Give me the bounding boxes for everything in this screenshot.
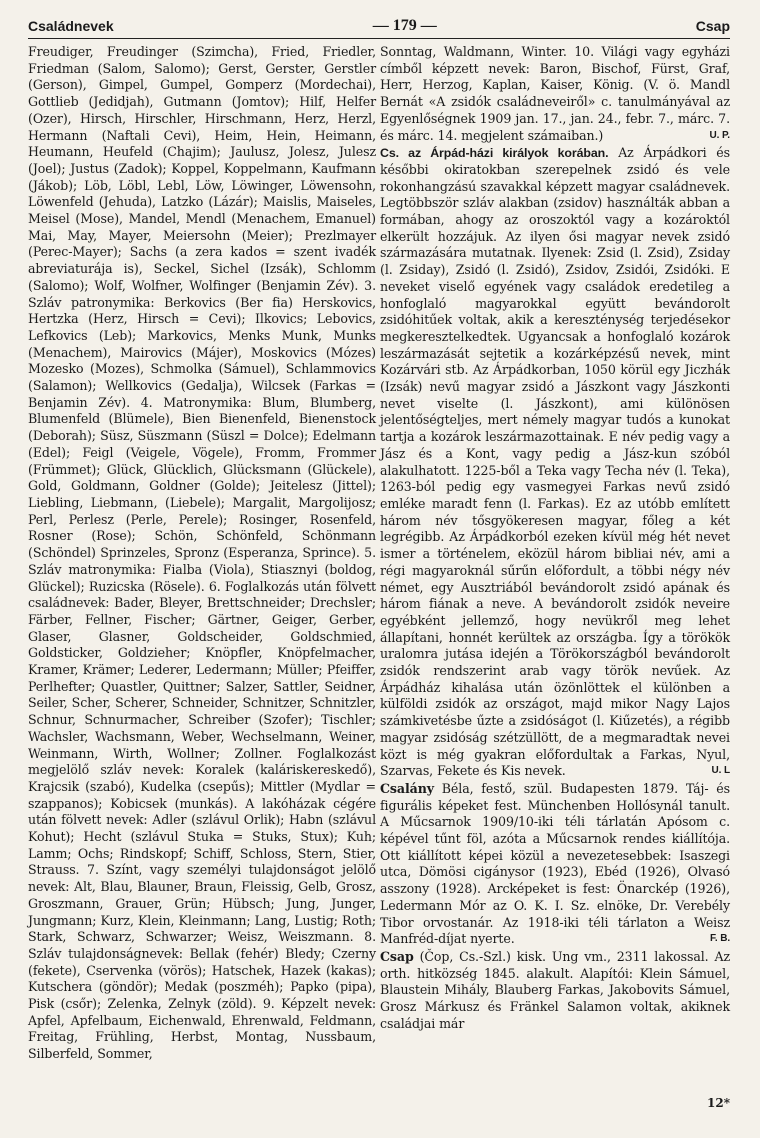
entry-csalany [380,781,730,948]
author-signature: U. L [711,765,730,777]
signature-mark: 12* [707,1096,730,1110]
header-keyword: Csap [695,18,730,34]
entry-title: Cs. az Árpád-házi királyok korában. [380,146,609,161]
entry-title: Csap [380,948,414,964]
entry-text: (Čop, Cs.-Szl.) kisk. Ung vm., 2311 lakossal. Az orth. hitközség 1845. alakult. Alapítói: Klein Sámuel, Blaustein Mihály, Blauberg Farkas, Jakobovits Sámuel, Grosz Márkusz és Fränkel Salamon voltak, akiknek családjai már [380,948,730,1031]
left-column-text: Freudiger, Freudinger (Szimcha), Fried, Friedler, Friedman (Salom, Salomo); Gerst, Gerster, Gerstler (Gerson), Gimpel, Gumpel, Gomperz (Mordechai), Gottlieb (Jedidjah), Gutmann (Jomtov); Hilf, Helfer (Ozer), Hirsch, Hirschler, Hirschmann, Herz, Herzl, Hermann (Naftali Cevi), Heim, Hein, Heimann, Heumann, Heufeld (Chajim); Jaulusz, Jolesz, Julesz (Joel); Justus (Zadok); Koppel, Koppelmann, Kaufmann (Jákob); Löb, Löbl, Lebl, Löw, Löwinger, Löwensohn, Löwenfeld (Jehuda), Latzko (Lázár); Maislis, Maiseles, Meisel (Mose), Mandel, Mendl (Menachem, Emanuel) Mai, May, Mayer, Meiersohn (Meier); Prezlmayer (Perec-Mayer); Sachs (a zera kados = szent ivadék abreviaturája is), Seckel, Sichel (Izsák), Schlomm (Salomo); Wolf, Wolfner, Wolfinger (Benjamin Zév). 3. Szláv patronymika: Berkovics (Ber fia) Herskovics, Hertzka (Herz, Hirsch = Cevi); Ilkovics; Lebovics, Lefkovics (Leb); Markovics, Menks Munk, Munks (Menachem), Mairovics (Májer), Moskovics (Mózes) Mozesko (Mozes), Schmolka (Sámuel), Schlammovics (Salamon); Wellkovics (Gedalja), Wilcsek (Farkas = Benjamin Zév). 4. Matronymika: Blum, Blumberg, Blumenfeld (Blümele), Bien Bienenfeld, Bienenstock (Deborah); Süsz, Süszmann (Süszl = Dolce); Edelmann (Edel); Feigl (Veigele, Vögele), Fromm, Frommer (Frümmet); Glück, Glücklich, Glücksmann (Glückele), Gold, Goldmann, Goldner (Golde); Jeitelesz (Jittel); Liebling, Liebmann, (Liebele); Margalit, Margolijosz; Perl, Perlesz (Perle, Perele); Rosinger, Rosenfeld, Rosner (Rose); Schön, Schönfeld, Schönmann (Schöndel) Sprinzeles, Spronz (Esperanza, Sprince). 5. Szláv matronymika: Fialba (Viola), Stiasznyi (boldog, Glückel); Ruzicska (Rösele). 6. Foglalkozás után fölvett családnevek: Bader, Bleyer, Brettschneider; Drechsler; Färber, Fellner, Fischer; Gärtner, Geiger, Gerber, Glaser, Glasner, Goldscheider, Goldschmied, Goldsticker, Goldzieher; Knöpfler, Knöpfelmacher, Kramer, Krämer; Lederer, Ledermann; Müller; Pfeiffer, Perlhefter; Quastler, Quittner; Salzer, Sattler, Seidner, Seiler, Scher, Scherer, Schneider, Schnitzer, Schnitzler, Schnur, Schnurmacher, Schreiber (Szofer); Tischler; Wachsler, Wachsmann, Weber, Wechselmann, Weiner, Weinmann, Wirth, Wollner; Zollner. Foglalkozást megjelölő szláv nevek: Koralek (kaláriskereskedő), Krajcsik (szabó), Kudelka (csepűs); Mittler (Mydlar = szappanos); Kobicsek (munkás). A lakóházak cégére után fölvett nevek: Adler (szlávul Orlik); Habn (szlávul Kohut); Hecht (szlávul Stuka = Stuks, Stux); Kuh; Lamm; Ochs; Rindskopf; Schiff, Schloss, Stern, Stier, Strauss. 7. Színt, vagy személyi tulajdonságot jelölő nevek: Alt, Blau, Blauner, Braun, Fleissig, Gelb, Grosz, Groszmann, Grauer, Grün; Hübsch; Jung, Junger, Jungmann; Kurz, Klein, Kleinmann; Lang, Lustig; Roth; Stark, Schwarz, Schwarzer; Weisz, Weiszmann. 8. Szláv tulajdonságnevek: Bellak (fehér) Bledy; Czerny (fekete), Cservenka (vörös); Hatschek, Hazek (kakas); Kutschera (göndör); Medak (poszméh); Papko (pipa), Pisk (csőr); Zelenka, Zelnyk (zöld). 9. Képzelt nevek: Apfel, Apfelbaum, Eichenwald, Ehrenwald, Feldmann, Freitag, Frühling, Herbst, Montag, Nussbaum, Silberfeld, Sommer, [28,44,376,1062]
header-section-title: Családnevek [28,18,114,34]
entry-title: Csalány [380,780,434,796]
entry-continuation-text: Sonntag, Waldmann, Winter. 10. Világi vagy egyházi címből képzett nevek: Baron, Bischof, Fürst, Graf, Herr, Herzog, Kaplan, Kaiser, König. (V. ö. Mandl Bernát «A zsidók családneveiről» c. tanulmányával az Egyenlőségnek 1909 jan. 17., jan. 24., febr. 7., márc. 7. és márc. 14. megjelent számaiban.) [380,44,730,143]
right-column [380,44,730,1032]
author-signature: F. B. [709,933,730,945]
entry-csap [380,949,730,1033]
entry-text: Béla, festő, szül. Budapesten 1879. Táj- és figurális képeket fest. Münchenben Hollósynál tanult. A Műcsarnok 1909/10-iki téli tárlatán Apósom c. képével tűnt föl, azóta a Műcsarnok rendes kiállítója. Ott kiállított képei közül a nevezetesebbek: Isaszegi utca, Dömösi cigánysor (1923), Ebéd (1926), Olvasó asszony (1928). Arcképeket is fest: Önarckép (1926), Ledermann Mór az O. K. I. Sz. elnöke, Dr. Verebély Tibor orvostanár. Az 1918-iki téli tárlaton a Weisz Manfréd-díjat nyerte. [380,780,731,947]
entry-text: Az Árpádkori és későbbi okiratokban szerepelnek zsidó és vele rokonhangzású szavakkal képzett magyar családnevek. Legtöbbször szláv alakban (zsidov) használták abban a formában, ahogy az oroszoktól vagy a kozároktól elkerült hozzájuk. Az ilyen ősi magyar nevek zsidó származására mutatnak. Ilyenek: Zsid (l. Zsid), Zsiday (l. Zsiday), Zsidó (l. Zsidó), Zsidov, Zsidói, Zsidóki. E neveket viselő egyének vagy családok eredetileg a honfoglaló magyarokkal együtt bevándorolt zsidóhitűek voltak, akik a kereszténység terjedésekor megkeresztelkedtek. Ugyancsak a honfoglaló kozárok leszármazását sejtetik a kozárképzésű nevek, mint Kozárvári stb. Az Árpádkorban, 1050 körül egy Jiczhák (Izsák) nevű magyar zsidó a Jászkont vagy Jászkonti nevet viselte (l. Jászkont), ami különösen jelentőségteljes, mert némely magyar tudós a kunokat tartja a kozárok leszármazottainak. E név pedig vagy a Jász és a Kont, vagy pedig a Jász-kun szóból alakulhatott. 1225-ből a Teka vagy Techa név (l. Teka), 1263-ból pedig egy vasmegyei Farkas nevű zsidó emléke maradt fenn (l. Farkas). Ez az utóbb említett három név tősgyökeresen magyar, főleg a két legrégibb. Az Árpádkorból ezeken kívül még hét nevet ismer a történelem, eközül három bibliai név, ami a régi magyaroknál sűrűn előfordult, a többi négy név német, egy Ausztriából bevándorolt zsidó apának és három fiának a neve. A bevándorolt zsidók neveire egyébként jellemző, hogy nevükről meg lehet állapítani, honnét kerültek az országba. Így a törökök uralomra jutása idején a Törökországból bevándorolt zsidók rendszerint arab vagy török nevűek. Az Árpádház kihalása után özönlöttek el különben a külföldi zsidók az országot, majd mikor Nagy Lajos számkivetésbe űzte a zsidóságot (l. Kiűzetés), a régibb magyar zsidóság szétzüllött, de a megmaradtak nevei közt is még gyakran előfordultak a Farkas, Nyul, Szarvas, Fekete és Kis nevek. [380,145,730,779]
left-column [28,44,376,1063]
entry-continuation [380,44,730,144]
author-signature: U. P. [709,129,730,141]
running-header [28,14,730,39]
page-number: — 179 — [372,17,437,34]
entry-arpad-era [380,145,730,780]
